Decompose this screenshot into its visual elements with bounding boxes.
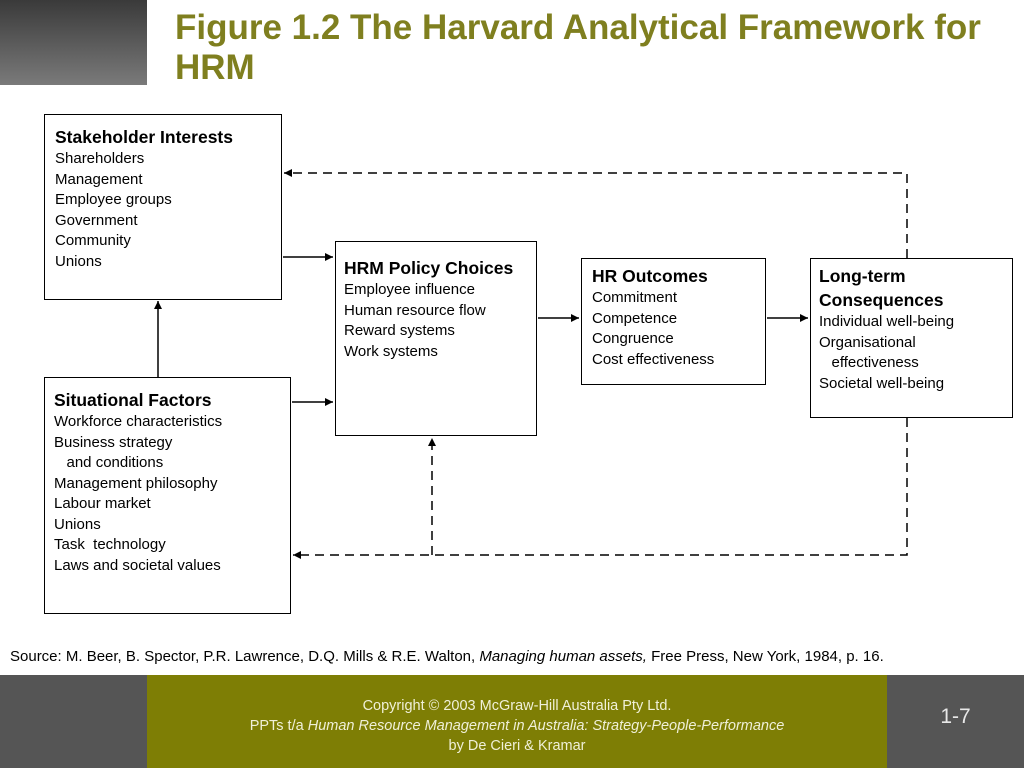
box-title: Situational Factors [54, 390, 212, 410]
source-citation [10, 647, 884, 667]
box-list-item: Business strategy [54, 433, 173, 451]
footer-ppts-prefix: PPTs t/a [249, 718, 308, 734]
box-list-item: Workforce characteristics [54, 413, 223, 430]
box-list-item: Laws and societal values [54, 556, 221, 574]
box-title: Stakeholder Interests [55, 127, 233, 147]
box-list-item: Management philosophy [54, 474, 218, 492]
box-title: HR Outcomes [592, 266, 708, 286]
box-list-item: and conditions [54, 454, 164, 471]
footer-ppts-title: Human Resource Management in Australia: Strategy-People-Performance [307, 718, 785, 734]
box-list-item: Cost effectiveness [592, 350, 715, 368]
footer-left-block [0, 675, 147, 768]
box-list-item: Unions [54, 515, 101, 533]
box-list-item: effectiveness [819, 354, 919, 371]
box-list-item: Organisational [819, 333, 916, 351]
feedback-longterm-to-situational [293, 418, 907, 555]
source-prefix: Source: M. Beer, B. Spector, P.R. Lawrence, D.Q. Mills & R.E. Walton, [10, 648, 480, 665]
box-list-item: Employee influence [344, 281, 475, 298]
box-list-item: Commitment [592, 289, 678, 306]
box-list-item: Congruence [592, 330, 674, 347]
box-list-item: Government [55, 211, 138, 229]
box-list-item: Unions [55, 252, 102, 270]
box-title: HRM Policy Choices [344, 258, 514, 278]
box-title: Long-term Consequences [819, 266, 944, 310]
box-list-item: Human resource flow [344, 301, 486, 319]
slide-title: Figure 1.2 The Harvard Analytical Framework for HRM [175, 8, 981, 87]
box-list-item: Reward systems [344, 322, 455, 339]
box-list-item: Individual well-being [819, 313, 955, 330]
footer-copyright: Copyright © 2003 McGraw-Hill Australia Pty Ltd. [362, 698, 672, 714]
source-suffix: Free Press, New York, 1984, p. 16. [646, 648, 884, 665]
slide-number: 1-7 [887, 675, 1024, 768]
box-list-item: Employee groups [55, 191, 172, 208]
footer-ppts [147, 716, 887, 736]
box-list-item: Societal well-being [819, 374, 945, 392]
footer-authors: by De Cieri & Kramar [448, 738, 586, 754]
box-list-item: Work systems [344, 342, 438, 360]
box-list-item: Labour market [54, 495, 151, 512]
box-list-item: Community [55, 232, 131, 249]
box-list-item: Competence [592, 309, 678, 327]
source-book-title: Managing human assets, [479, 648, 647, 665]
footer-credits [147, 675, 887, 768]
box-list-item: Task technology [54, 536, 166, 553]
box-list-item: Shareholders [55, 150, 145, 167]
box-list-item: Management [55, 170, 143, 188]
feedback-longterm-to-stakeholder [284, 173, 907, 258]
